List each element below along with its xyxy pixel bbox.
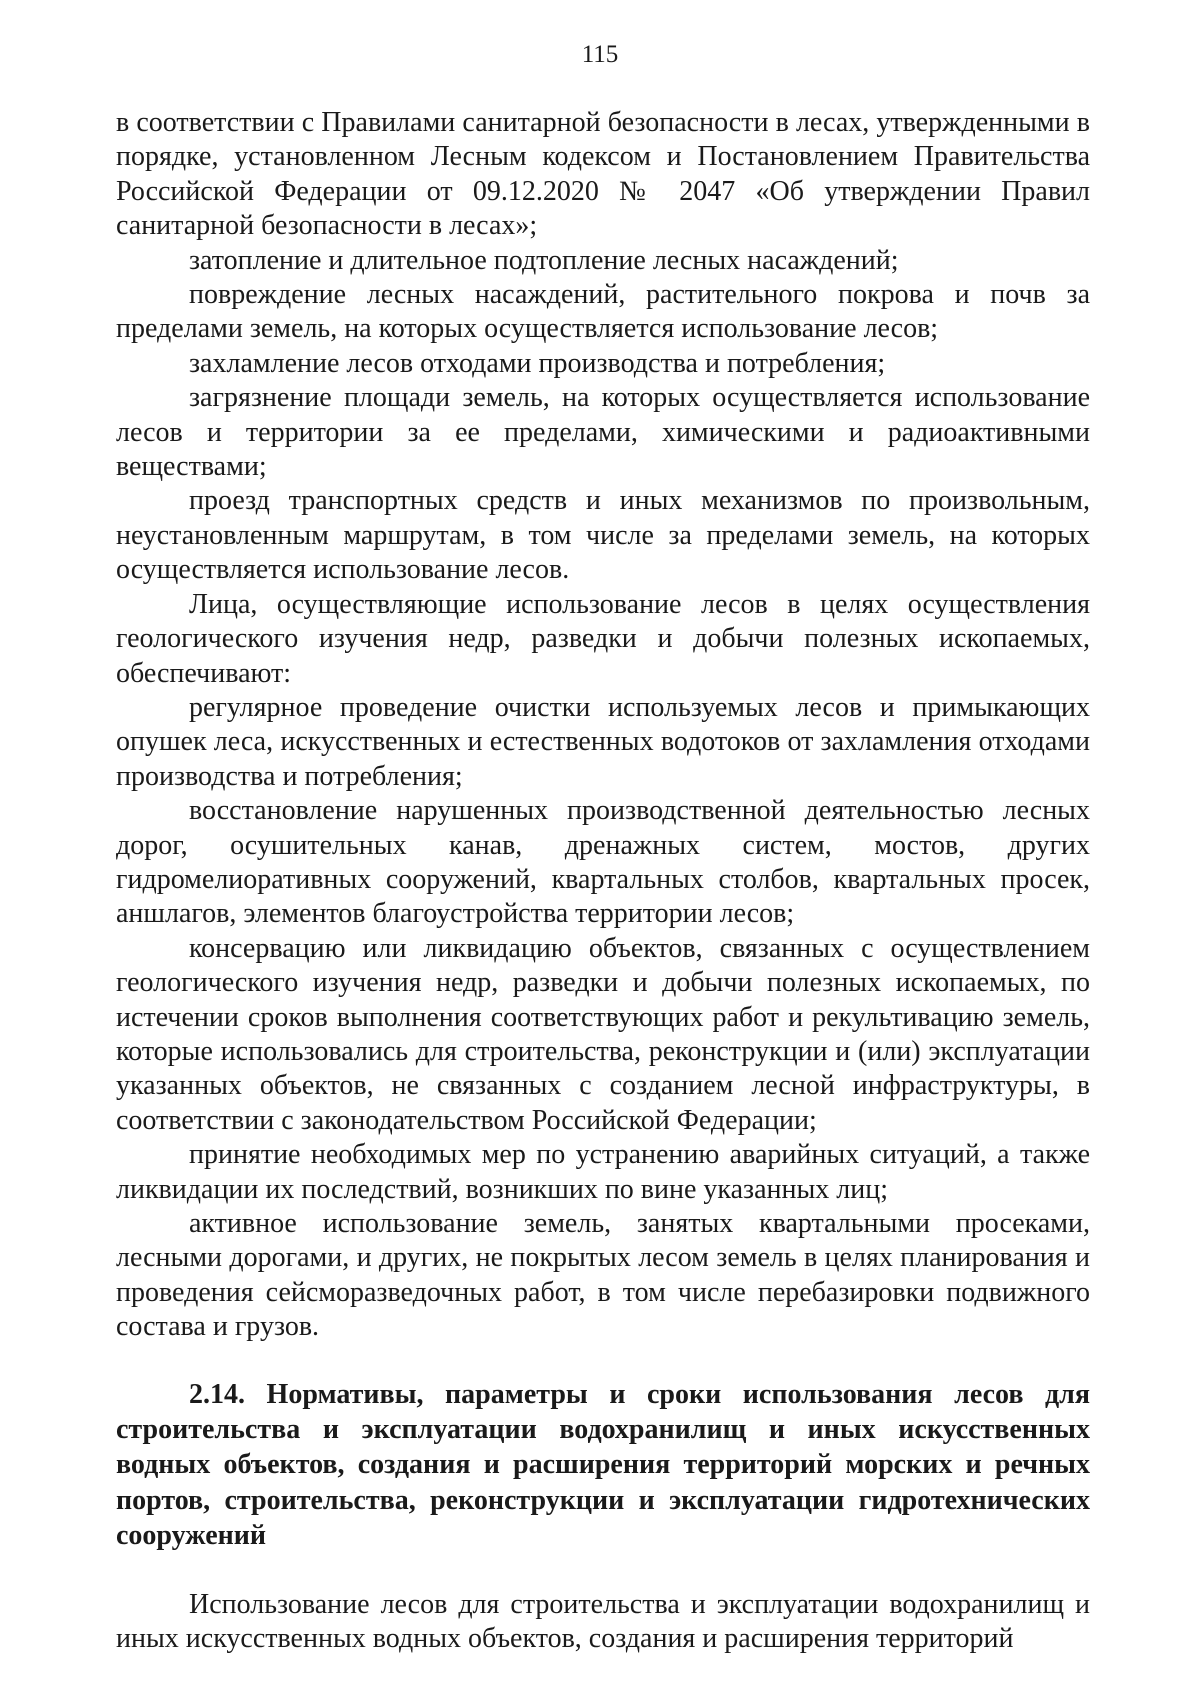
page-body — [116, 106, 1090, 1656]
list-item-littering: захламление лесов отходами производства и потребления; — [189, 347, 886, 379]
page-number: 115 — [581, 41, 619, 68]
section-intro-paragraph: Использование лесов для строительства и эксплуатации водохранилищ и иных искусственных водных объектов, создания и расширения территорий — [116, 1588, 1090, 1655]
list-item-conservation: консервацию или ликвидацию объектов, связанных с осуществлением геологического изучения недр, разведки и добычи полезных ископаемых, по истечении сроков выполнения соответствующих работ и рекультивацию земель, которые использовались для строительства, реконструкции и (или) эксплуатации указанных объектов, не связанных с созданием лесной инфраструктуры, в соответствии с законодательством Российской Федерации; — [116, 932, 1090, 1136]
list-item-flooding: затопление и длительное подтопление лесных насаждений; — [189, 244, 899, 276]
list-item-emergency-measures: принятие необходимых мер по устранению аварийных ситуаций, а также ликвидации их последствий, возникших по вине указанных лиц; — [116, 1139, 1090, 1205]
list-item-damage: повреждение лесных насаждений, растительного покрова и почв за пределами земель, на которых осуществляется использование лесов; — [116, 279, 1090, 345]
list-item-vehicle-passage: проезд транспортных средств и иных механизмов по произвольным, неустановленным маршрутам, в том числе за пределами земель, на которых осуществляется использование лесов. — [116, 485, 1090, 586]
list-item-cleaning: регулярное проведение очистки используемых лесов и примыкающих опушек леса, искусственных и естественных водотоков от захламления отходами производства и потребления; — [116, 691, 1090, 792]
paragraph-continuation: в соответствии с Правилами санитарной безопасности в лесах, утвержденными в порядке, установленном Лесным кодексом и Постановлением Правительства Российской Федерации от 09.12.2020 № 2047 «Об утверждении Правил санитарной безопасности в лесах»; — [116, 107, 1090, 242]
paragraph-obligations-intro: Лица, осуществляющие использование лесов в целях осуществления геологического изучения недр, разведки и добычи полезных ископаемых, обеспечивают: — [116, 588, 1090, 689]
list-item-land-use: активное использование земель, занятых квартальными просеками, лесными дорогами, и других, не покрытых лесом земель в целях планирования и проведения сейсморазведочных работ, в том числе перебазировки подвижного состава и грузов. — [116, 1208, 1090, 1343]
section-heading: 2.14. Нормативы, параметры и сроки использования лесов для строительства и эксплуатации водохранилищ и иных искусственных водных объектов, создания и расширения территорий морских и речных портов, строительства, реконструкции и эксплуатации гидротехнических сооружений — [116, 1378, 1090, 1552]
list-item-pollution: загрязнение площади земель, на которых осуществляется использование лесов и территории за ее пределами, химическими и радиоактивными веществами; — [116, 382, 1090, 483]
list-item-restoration: восстановление нарушенных производственной деятельностью лесных дорог, осушительных канав, дренажных систем, мостов, других гидромелиоративных сооружений, квартальных столбов, квартальных просек, аншлагов, элементов благоустройства территории лесов; — [116, 795, 1090, 930]
